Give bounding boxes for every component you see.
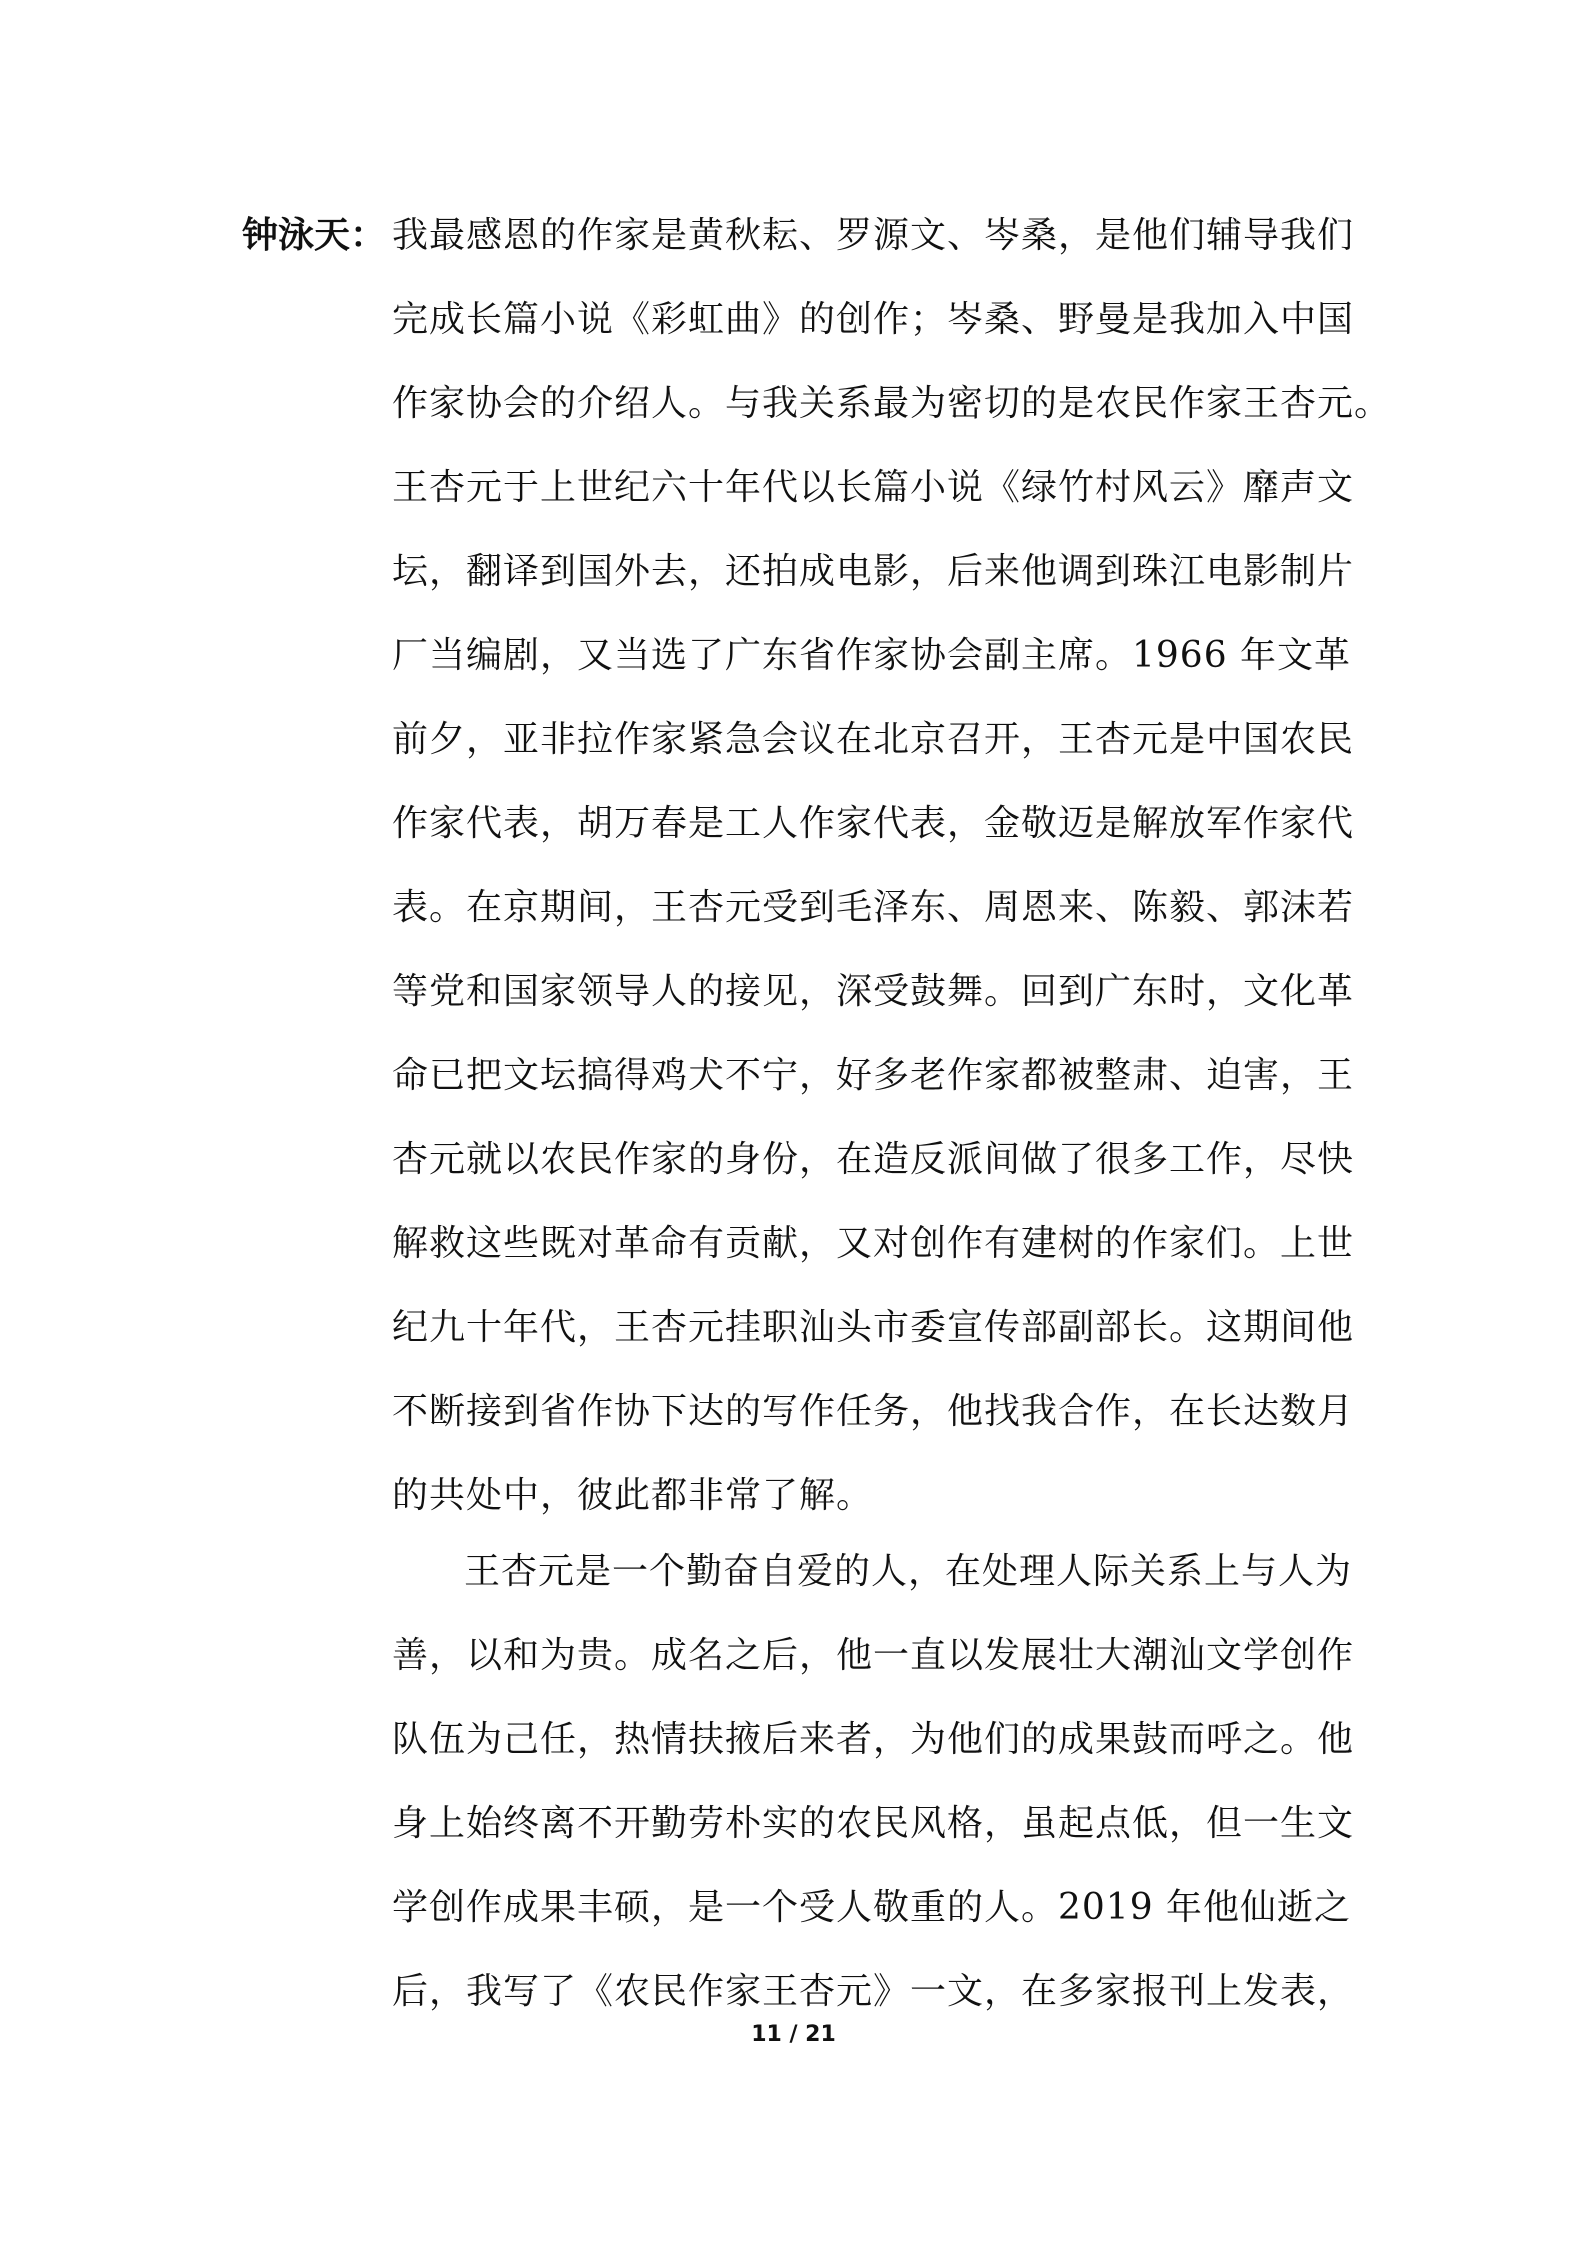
text-line: 前夕，亚非拉作家紧急会议在北京召开，王杏元是中国农民 bbox=[392, 719, 1355, 760]
text-line: 的共处中，彼此都非常了解。 bbox=[392, 1475, 874, 1516]
text-line: 杏元就以农民作家的身份，在造反派间做了很多工作，尽快 bbox=[392, 1139, 1355, 1180]
text-line: 表。在京期间，王杏元受到毛泽东、周恩来、陈毅、郭沫若 bbox=[392, 887, 1355, 928]
text-line: 后，我写了《农民作家王杏元》一文，在多家报刊上发表， bbox=[392, 1971, 1355, 2012]
text-line: 我最感恩的作家是黄秋耘、罗源文、岑桑，是他们辅导我们 bbox=[392, 215, 1355, 256]
text-line: 完成长篇小说《彩虹曲》的创作；岑桑、野曼是我加入中国 bbox=[392, 299, 1355, 340]
text-line: 身上始终离不开勤劳朴实的农民风格，虽起点低，但一生文 bbox=[392, 1803, 1355, 1844]
text-line: 纪九十年代，王杏元挂职汕头市委宣传部副部长。这期间他 bbox=[392, 1307, 1355, 1348]
text-line: 学创作成果丰硕，是一个受人敬重的人。2019 年他仙逝之 bbox=[392, 1887, 1352, 1928]
text-line: 不断接到省作协下达的写作任务，他找我合作，在长达数月 bbox=[392, 1391, 1355, 1432]
text-line: 队伍为己任，热情扶掖后来者，为他们的成果鼓而呼之。他 bbox=[392, 1719, 1355, 1760]
text-line: 作家协会的介绍人。与我关系最为密切的是农民作家王杏元。 bbox=[392, 383, 1392, 424]
text-line: 等党和国家领导人的接见，深受鼓舞。回到广东时，文化革 bbox=[392, 971, 1355, 1012]
text-line: 坛，翻译到国外去，还拍成电影，后来他调到珠江电影制片 bbox=[392, 551, 1355, 592]
text-line: 作家代表，胡万春是工人作家代表，金敬迈是解放军作家代 bbox=[392, 803, 1355, 844]
paragraph-1 bbox=[392, 194, 1392, 1538]
text-line: 厂当编剧，又当选了广东省作家协会副主席。1966 年文革 bbox=[392, 635, 1352, 676]
text-line: 命已把文坛搞得鸡犬不宁，好多老作家都被整肃、迫害，王 bbox=[392, 1055, 1355, 1096]
speaker-name: 钟泳天： bbox=[242, 215, 387, 256]
text-line: 王杏元是一个勤奋自爱的人，在处理人际关系上与人为 bbox=[464, 1551, 1353, 1592]
page-number: 11 / 21 bbox=[751, 2022, 836, 2047]
paragraph-2 bbox=[392, 1530, 1355, 2034]
text-line: 解救这些既对革命有贡献，又对创作有建树的作家们。上世 bbox=[392, 1223, 1355, 1264]
text-line: 善，以和为贵。成名之后，他一直以发展壮大潮汕文学创作 bbox=[392, 1635, 1355, 1676]
text-line: 王杏元于上世纪六十年代以长篇小说《绿竹村风云》靡声文 bbox=[392, 467, 1355, 508]
